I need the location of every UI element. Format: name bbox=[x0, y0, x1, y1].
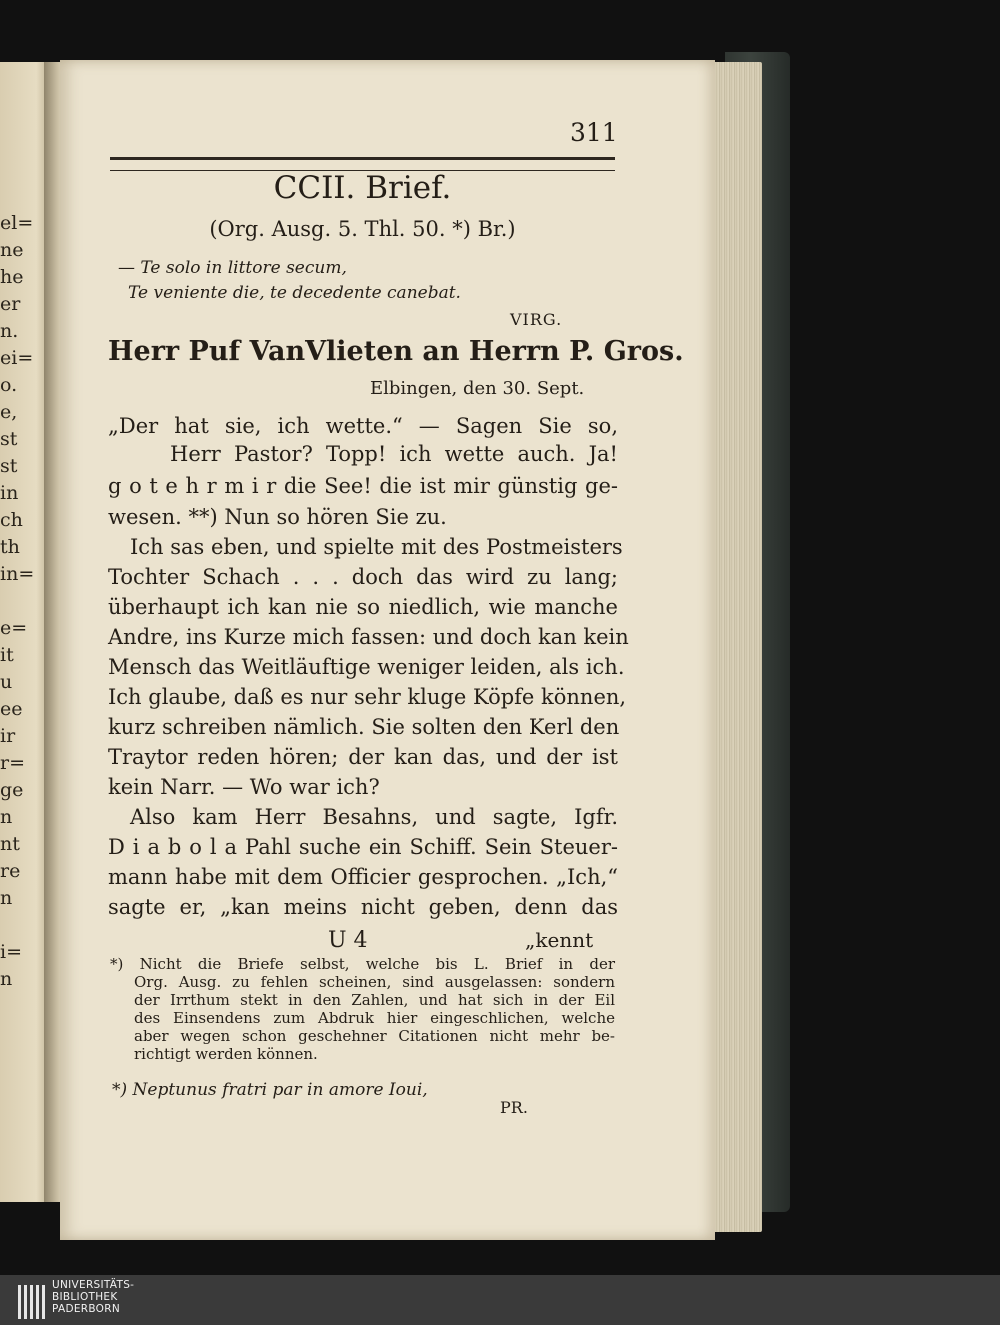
left-page-fragment: ee bbox=[0, 698, 23, 720]
body-line: g o t e h r m i r die See! die ist mir günstig ge- bbox=[108, 474, 618, 498]
left-page-fragment: el= bbox=[0, 212, 34, 234]
body-line: kein Narr. — Wo war ich? bbox=[108, 775, 380, 799]
footnote-line: aber wegen schon geschehner Citationen nicht mehr be- bbox=[134, 1027, 615, 1045]
left-page-fragment: in bbox=[0, 482, 19, 504]
left-page-fragment: ne bbox=[0, 239, 24, 261]
left-page-fragment: n bbox=[0, 968, 13, 990]
library-logo-line: PADERBORN bbox=[52, 1303, 120, 1315]
body-line: Mensch das Weitläuftige weniger leiden, als ich. bbox=[108, 655, 625, 679]
body-line: Ich glaube, daß es nur sehr kluge Köpfe können, bbox=[108, 685, 627, 709]
left-page-fragment bbox=[0, 914, 20, 941]
left-page-fragment: he bbox=[0, 266, 24, 288]
left-page-fragment: e= bbox=[0, 617, 28, 639]
left-page-fragments bbox=[0, 212, 35, 995]
page-number: 311 bbox=[570, 118, 618, 147]
left-page-fragment: ge bbox=[0, 779, 24, 801]
library-logo-line: UNIVERSITÄTS- bbox=[52, 1279, 135, 1291]
left-page-fragment: n bbox=[0, 806, 13, 828]
body-line: Tochter Schach . . . doch das wird zu lang; bbox=[108, 565, 618, 589]
motto-line: — Te solo in littore secum, bbox=[118, 258, 347, 278]
library-logo-text bbox=[52, 1279, 134, 1315]
body-line: Traytor reden hören; der kan das, und der ist bbox=[108, 745, 618, 769]
left-page-fragment: in= bbox=[0, 563, 35, 585]
body-line: mann habe mit dem Officier gesprochen. „Ich,“ bbox=[108, 865, 618, 889]
left-page-fragment: r= bbox=[0, 752, 26, 774]
letter-subtitle: (Org. Ausg. 5. Thl. 50. *) Br.) bbox=[209, 217, 516, 241]
body-line: Ich sas eben, und spielte mit des Postmeisters bbox=[130, 535, 623, 559]
catchword: „kennt bbox=[525, 928, 594, 952]
footnote-line: der Irrthum stekt in den Zahlen, und hat sich in der Eil bbox=[134, 991, 615, 1009]
left-page-fragment bbox=[0, 590, 20, 617]
body-line: Also kam Herr Besahns, und sagte, Igfr. bbox=[130, 805, 618, 829]
header-rule bbox=[110, 157, 615, 171]
body-line: überhaupt ich kan nie so niedlich, wie manche bbox=[108, 595, 618, 619]
footnote-line: *) Nicht die Briefe selbst, welche bis L. Brief in der bbox=[110, 955, 615, 973]
library-logo-line: BIBLIOTHEK bbox=[52, 1291, 118, 1303]
left-page-fragment: i= bbox=[0, 941, 22, 963]
body-line: kurz schreiben nämlich. Sie solten den Kerl den bbox=[108, 715, 620, 739]
library-footer-bar bbox=[0, 1275, 1000, 1325]
letter-heading: Herr Puf VanVlieten an Herrn P. Gros. bbox=[108, 336, 684, 367]
left-page-fragment: nt bbox=[0, 833, 20, 855]
footnote-attribution: PR. bbox=[500, 1098, 528, 1117]
left-page-fragment: n. bbox=[0, 320, 19, 342]
signature-mark: U 4 bbox=[328, 928, 368, 953]
left-page-fragment: st bbox=[0, 455, 18, 477]
footnote-line: richtigt werden können. bbox=[134, 1045, 318, 1063]
footnote-line: des Einsendens zum Abdruk hier eingeschlichen, welche bbox=[134, 1009, 615, 1027]
left-page-fragment: it bbox=[0, 644, 14, 666]
left-page-fragment: e, bbox=[0, 401, 18, 423]
library-logo-icon bbox=[18, 1285, 46, 1319]
left-page-fragment: re bbox=[0, 860, 21, 882]
footnote-line: Org. Ausg. zu fehlen scheinen, sind ausgelassen: sondern bbox=[134, 973, 615, 991]
body-line: Herr Pastor? Topp! ich wette auch. Ja! bbox=[170, 442, 618, 466]
left-page-fragment: u bbox=[0, 671, 13, 693]
letter-title: CCII. Brief. bbox=[273, 170, 452, 206]
left-page-fragment: ei= bbox=[0, 347, 34, 369]
dateline: Elbingen, den 30. Sept. bbox=[370, 378, 585, 399]
left-page-fragment: ch bbox=[0, 509, 23, 531]
body-line: sagte er, „kan meins nicht geben, denn das bbox=[108, 895, 618, 919]
left-page-fragment: er bbox=[0, 293, 21, 315]
motto-attribution: VIRG. bbox=[510, 310, 563, 329]
left-page-fragment: th bbox=[0, 536, 20, 558]
left-page-fragment: ir bbox=[0, 725, 16, 747]
body-line: Andre, ins Kurze mich fassen: und doch kan kein bbox=[108, 625, 629, 649]
body-line: wesen. **) Nun so hören Sie zu. bbox=[108, 505, 447, 529]
body-line: D i a b o l a Pahl suche ein Schiff. Sein Steuer- bbox=[108, 835, 618, 859]
body-line: „Der hat sie, ich wette.“ — Sagen Sie so, bbox=[108, 414, 618, 438]
left-page-fragment: st bbox=[0, 428, 18, 450]
left-page-fragment: n bbox=[0, 887, 13, 909]
motto-line: Te veniente die, te decedente canebat. bbox=[128, 283, 461, 303]
footnote-double: *) Neptunus fratri par in amore Ioui, bbox=[112, 1080, 428, 1100]
left-page-fragment: o. bbox=[0, 374, 18, 396]
